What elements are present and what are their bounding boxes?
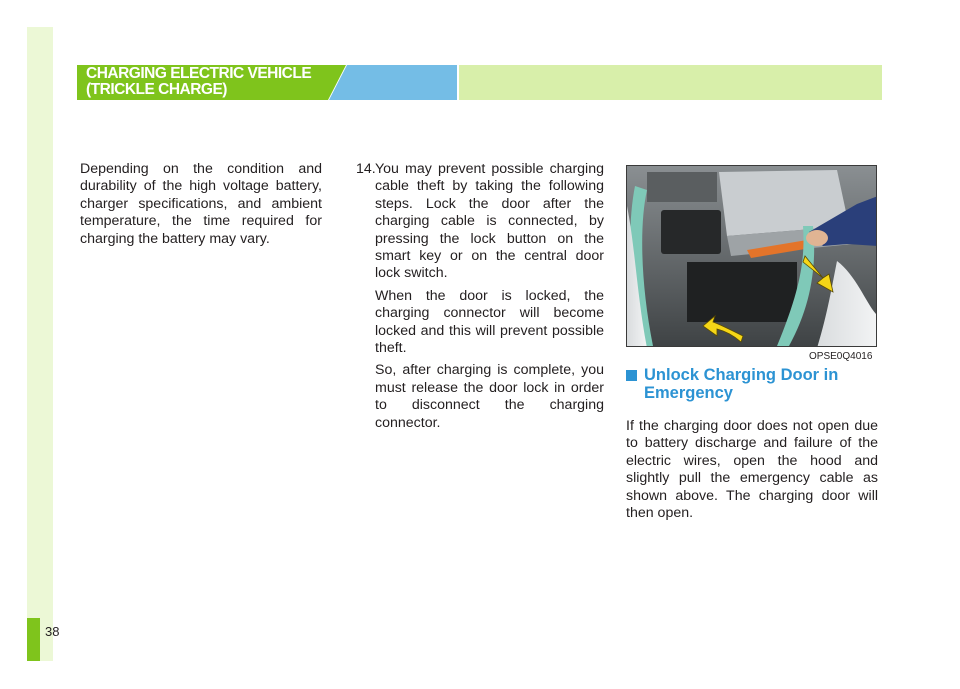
- margin-strip: [27, 27, 53, 661]
- banner-title-line1: CHARGING ELECTRIC VEHICLE: [86, 65, 312, 82]
- step-number: 14.: [356, 161, 376, 177]
- figure-code: OPSE0Q4016: [809, 351, 873, 362]
- engine-bay-illustration: [627, 166, 877, 347]
- middle-column: [356, 161, 604, 432]
- margin-tab: [27, 618, 40, 661]
- section-paragraph: If the charging door does not open due to battery discharge and failure of the electric wires, open the hood and slightly pull the emergency cable as shown above. The charging door will then open.: [626, 418, 878, 522]
- banner-title: [86, 66, 311, 98]
- engine-bay-photo: [626, 165, 877, 347]
- left-column: [80, 161, 322, 248]
- section-heading-text: Unlock Charging Door in Emergency: [644, 366, 839, 402]
- section-banner: [77, 65, 882, 100]
- left-paragraph: Depending on the condition and durability of the high voltage battery, charger specifications, and ambient temperature, the time required for charging the battery may vary.: [80, 161, 322, 247]
- square-bullet-icon: [626, 370, 637, 381]
- page-number: 38: [45, 624, 60, 639]
- banner-title-line2: (TRICKLE CHARGE): [86, 81, 227, 98]
- step-paragraph-2: When the door is locked, the charging connector will become locked and this will prevent possible theft.: [375, 287, 604, 357]
- step-14: [356, 161, 604, 283]
- step-paragraph-3: So, after charging is complete, you must release the door lock in order to disconnect the charging connector.: [375, 362, 604, 431]
- step-text: You may prevent possible charging cable theft by taking the following steps. Lock the door after the charging cable is connected, by pressing the lock button on the smart key or on the central door lock switch.: [375, 161, 604, 282]
- section-heading: [626, 367, 878, 402]
- right-column-text: [626, 418, 878, 522]
